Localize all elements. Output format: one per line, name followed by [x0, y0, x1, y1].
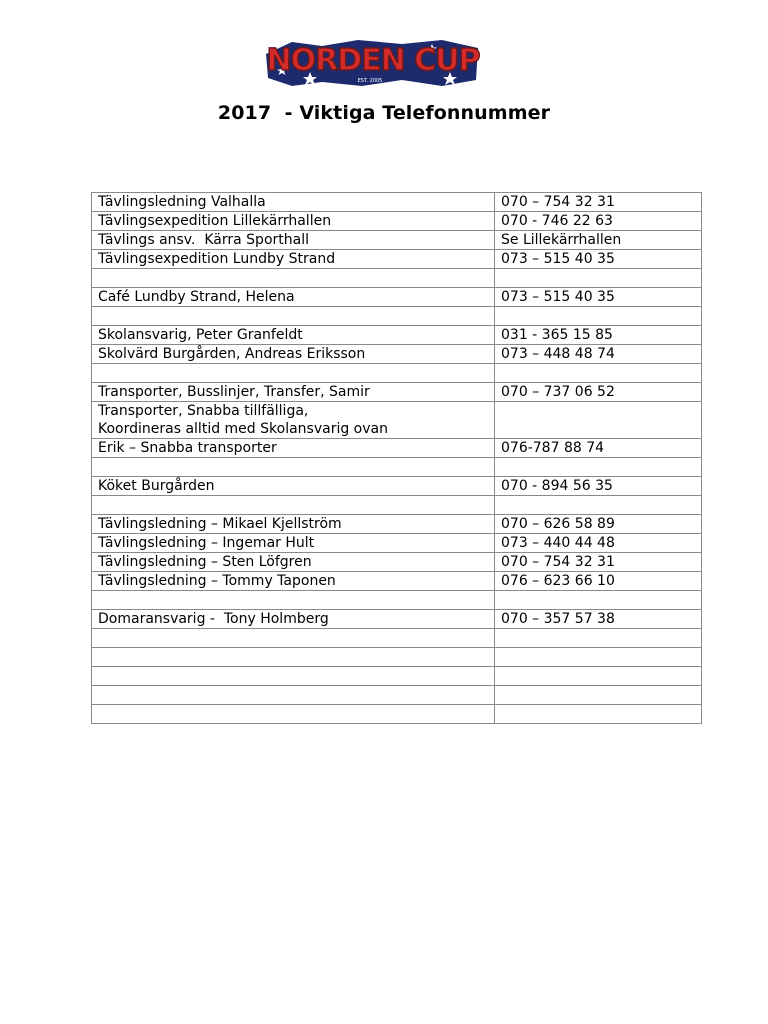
table-row: [92, 591, 702, 610]
contact-name-cell: [92, 629, 495, 648]
phone-number-cell: [495, 269, 702, 288]
phone-number-cell: Se Lillekärrhallen: [495, 231, 702, 250]
table-row: [92, 534, 702, 553]
contact-name-cell: Erik – Snabba transporter: [92, 439, 495, 458]
phone-number-cell: [495, 591, 702, 610]
phone-number-cell: 073 – 448 48 74: [495, 345, 702, 364]
phone-number-cell: [495, 402, 702, 439]
phone-number-cell: 070 – 626 58 89: [495, 515, 702, 534]
contact-name-cell: Tävlingsledning Valhalla: [92, 193, 495, 212]
contact-name-cell: Skolvärd Burgården, Andreas Eriksson: [92, 345, 495, 364]
contact-name-cell: [92, 705, 495, 724]
table-row: [92, 307, 702, 326]
table-row: [92, 269, 702, 288]
phone-number-cell: 070 – 754 32 31: [495, 193, 702, 212]
table-row: [92, 231, 702, 250]
table-row: [92, 345, 702, 364]
phone-number-cell: [495, 496, 702, 515]
table-row: [92, 212, 702, 231]
table-row: [92, 515, 702, 534]
contact-name-cell: Tävlingsledning – Sten Löfgren: [92, 553, 495, 572]
svg-text:EST. 2005: EST. 2005: [357, 78, 383, 84]
phone-number-cell: 070 – 754 32 31: [495, 553, 702, 572]
contact-name-cell: [92, 686, 495, 705]
phone-number-cell: [495, 686, 702, 705]
contact-name-cell: [92, 496, 495, 515]
phone-number-cell: 070 - 894 56 35: [495, 477, 702, 496]
phone-table: [91, 192, 702, 724]
table-row: [92, 326, 702, 345]
table-row: [92, 383, 702, 402]
contact-name-cell: Café Lundby Strand, Helena: [92, 288, 495, 307]
table-row: [92, 572, 702, 591]
contact-name-cell: Tävlingsledning – Ingemar Hult: [92, 534, 495, 553]
phone-number-cell: [495, 364, 702, 383]
contact-name-line: Transporter, Snabba tillfälliga,: [98, 403, 309, 419]
table-row: [92, 667, 702, 686]
contact-name-cell: [92, 402, 495, 439]
contact-name-cell: [92, 364, 495, 383]
contact-name-cell: [92, 307, 495, 326]
table-row: [92, 250, 702, 269]
table-row: [92, 705, 702, 724]
phone-number-cell: 076-787 88 74: [495, 439, 702, 458]
contact-name-cell: [92, 591, 495, 610]
phone-number-cell: [495, 667, 702, 686]
phone-number-cell: 070 – 357 57 38: [495, 610, 702, 629]
contact-name-cell: [92, 269, 495, 288]
phone-number-cell: 073 – 440 44 48: [495, 534, 702, 553]
contact-name-line: Koordineras alltid med Skolansvarig ovan: [98, 421, 388, 437]
contact-name-cell: Köket Burgården: [92, 477, 495, 496]
contact-name-cell: Tävlingsledning – Tommy Taponen: [92, 572, 495, 591]
contact-name-cell: [92, 458, 495, 477]
phone-number-cell: 031 - 365 15 85: [495, 326, 702, 345]
table-row: [92, 553, 702, 572]
table-row: [92, 629, 702, 648]
contact-name-cell: Tävlings ansv. Kärra Sporthall: [92, 231, 495, 250]
phone-number-cell: 073 – 515 40 35: [495, 288, 702, 307]
table-row: [92, 610, 702, 629]
phone-number-cell: [495, 648, 702, 667]
phone-number-cell: [495, 458, 702, 477]
table-row: [92, 496, 702, 515]
table-row: [92, 648, 702, 667]
contact-name-cell: [92, 648, 495, 667]
table-row: [92, 402, 702, 439]
table-row: [92, 193, 702, 212]
table-row: [92, 458, 702, 477]
table-row: [92, 686, 702, 705]
contact-name-cell: [92, 667, 495, 686]
phone-number-cell: 073 – 515 40 35: [495, 250, 702, 269]
contact-name-cell: Tävlingsexpedition Lillekärrhallen: [92, 212, 495, 231]
contact-name-cell: Tävlingsledning – Mikael Kjellström: [92, 515, 495, 534]
page-title: 2017 - Viktiga Telefonnummer: [217, 102, 551, 124]
phone-number-cell: 076 – 623 66 10: [495, 572, 702, 591]
norden-cup-logo: [262, 36, 484, 88]
table-row: [92, 288, 702, 307]
table-row: [92, 477, 702, 496]
contact-name-cell: Domaransvarig - Tony Holmberg: [92, 610, 495, 629]
svg-text:NORDEN CUP: NORDEN CUP: [266, 43, 480, 78]
phone-number-cell: 070 - 746 22 63: [495, 212, 702, 231]
contact-name-cell: Tävlingsexpedition Lundby Strand: [92, 250, 495, 269]
contact-name-cell: Skolansvarig, Peter Granfeldt: [92, 326, 495, 345]
phone-number-cell: [495, 705, 702, 724]
contact-name-cell: Transporter, Busslinjer, Transfer, Samir: [92, 383, 495, 402]
phone-number-cell: 070 – 737 06 52: [495, 383, 702, 402]
table-row: [92, 364, 702, 383]
phone-number-cell: [495, 307, 702, 326]
table-row: [92, 439, 702, 458]
phone-number-cell: [495, 629, 702, 648]
